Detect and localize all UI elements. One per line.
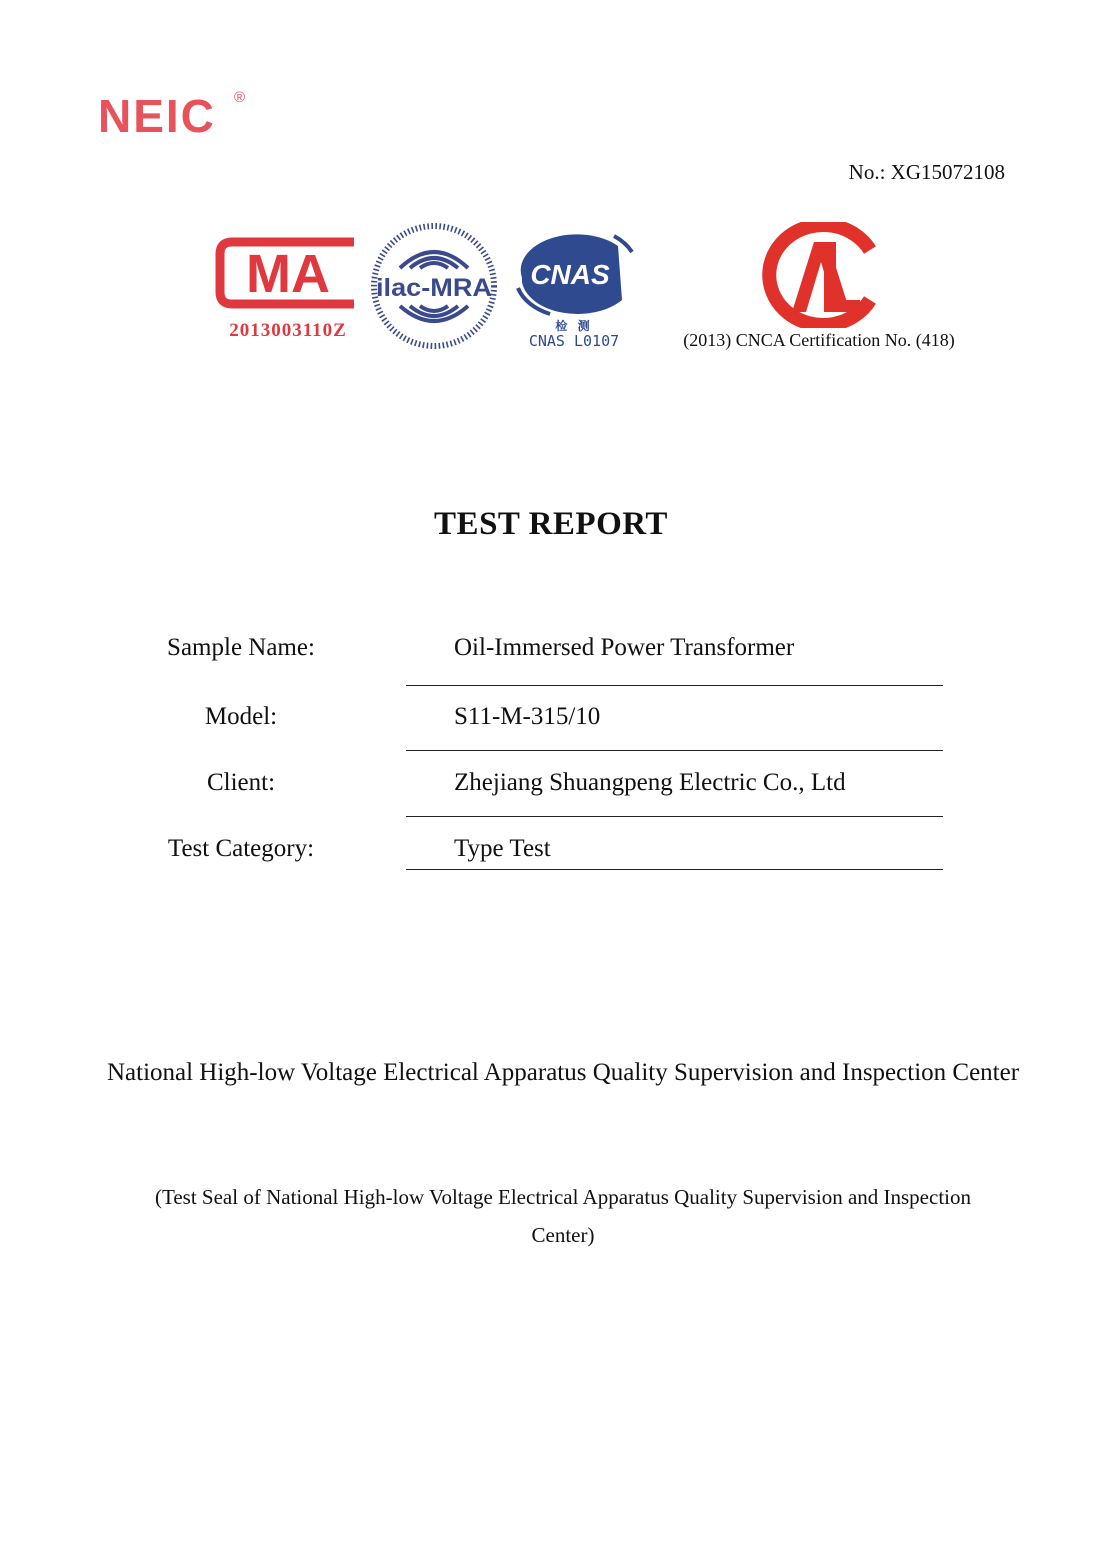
cnca-certification: (2013) CNCA Certification No. (418) (683, 330, 955, 350)
cnas-chinese-text: 检 测 (555, 319, 593, 333)
sample-name-underline (406, 685, 943, 686)
organization-name: National High-low Voltage Electrical Apparatus Quality Supervision and Inspection Center (106, 1059, 1020, 1086)
ilac-mra-logo (370, 222, 498, 350)
ilac-arc-top-3 (420, 263, 448, 268)
cal-l-foot (824, 300, 860, 312)
cnas-text: CNAS (530, 259, 610, 290)
sample-name-value: Oil-Immersed Power Transformer (454, 634, 795, 661)
client-underline (406, 816, 943, 817)
report-title: TEST REPORT (434, 506, 668, 542)
cma-letters: MA (246, 244, 330, 304)
test-category-underline (406, 869, 943, 870)
model-underline (406, 750, 943, 751)
test-category-value: Type Test (454, 835, 551, 862)
client-label: Client: (206, 769, 276, 796)
report-number: No.: XG15072108 (848, 160, 1005, 184)
registered-mark: ® (234, 89, 246, 106)
cal-logo (758, 222, 880, 328)
neic-logo (96, 80, 256, 142)
ilac-text: ilac-MRA (376, 274, 492, 302)
model-label: Model: (204, 703, 278, 730)
model-value: S11-M-315/10 (454, 703, 601, 730)
test-category-label: Test Category: (167, 835, 315, 862)
cnas-number: CNAS L0107 (528, 332, 620, 350)
cma-number: 2013003110Z (229, 320, 347, 341)
ilac-arc-bottom-3 (420, 306, 448, 311)
seal-note: (Test Seal of National High-low Voltage Electrical Apparatus Quality Supervision and Inspection Center) (155, 1185, 971, 1247)
cma-logo (214, 228, 360, 346)
neic-logo-text: NEIC (98, 90, 216, 142)
cnas-logo (510, 222, 638, 350)
sample-name-label: Sample Name: (167, 634, 315, 661)
client-value: Zhejiang Shuangpeng Electric Co., Ltd (454, 769, 846, 796)
